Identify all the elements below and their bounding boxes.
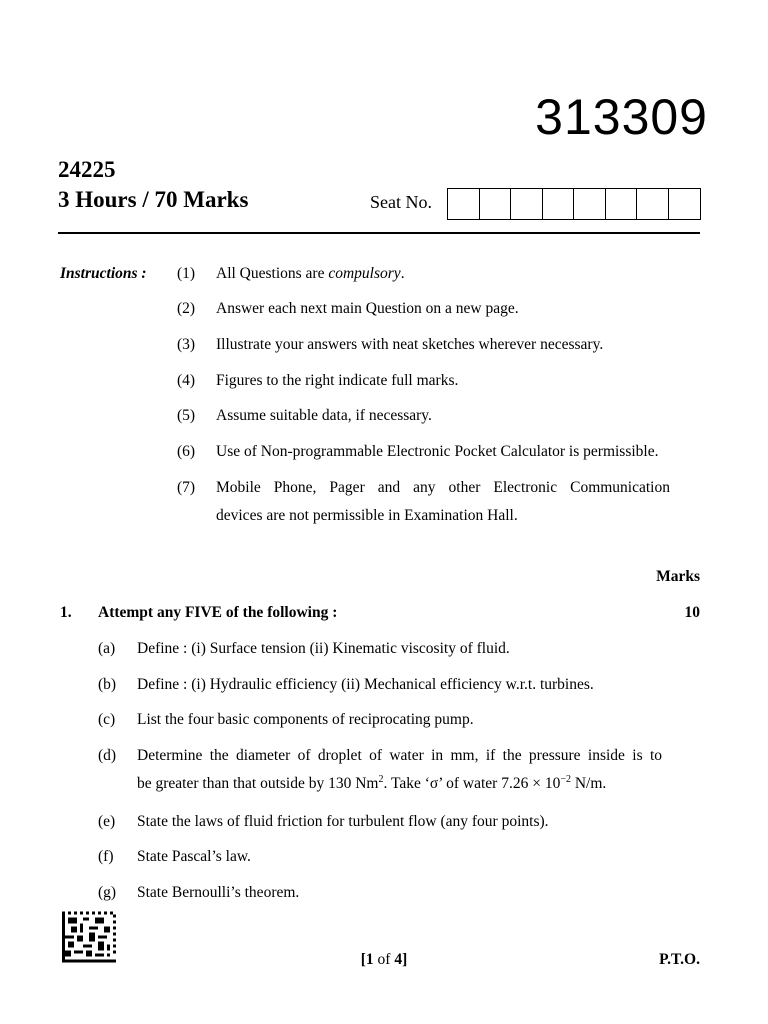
instruction-number: (7) (177, 479, 196, 496)
instruction-number: (4) (177, 372, 196, 389)
page-of-text: of (373, 951, 395, 968)
instruction-emphasis: compulsory (328, 265, 401, 282)
subquestion-text: Determine the diameter of droplet of water in mm, if the pressure inside is to (137, 747, 662, 764)
subquestion-text: State the laws of fluid friction for turbulent flow (any four points). (137, 813, 549, 830)
page-bracket: ] (402, 951, 408, 968)
instruction-number: (3) (177, 336, 196, 353)
subquestion-text: Define : (i) Hydraulic efficiency (ii) Mechanical efficiency w.r.t. turbines. (137, 676, 594, 693)
page-number: 1 (365, 951, 374, 968)
instructions-heading: Instructions : (60, 265, 147, 282)
instruction-number: (1) (177, 265, 196, 282)
page-bracket: [ (360, 951, 366, 968)
instruction-text-part: All Questions are (216, 265, 329, 282)
page-total: 4 (394, 951, 403, 968)
instruction-text (216, 265, 405, 283)
marks-column-heading: Marks (656, 568, 700, 585)
header-divider (58, 232, 700, 234)
instruction-number: (2) (177, 300, 196, 317)
subquestion-label: (c) (98, 711, 116, 728)
subquestion-text-part: be greater than that outside by 130 Nm (137, 775, 379, 792)
subquestion-text (137, 775, 606, 793)
instruction-text: Figures to the right indicate full marks. (216, 372, 459, 389)
question-marks: 10 (684, 604, 700, 621)
seat-box (669, 189, 701, 219)
subquestion-text: State Bernoulli’s theorem. (137, 884, 300, 901)
instruction-text: devices are not permissible in Examination Hall. (216, 507, 518, 524)
seat-box (606, 189, 638, 219)
instruction-text: Mobile Phone, Pager and any other Electronic Communication (216, 479, 670, 496)
subquestion-text: List the four basic components of reciprocating pump. (137, 711, 474, 728)
subquestion-text: State Pascal’s law. (137, 848, 251, 865)
superscript: −2 (560, 773, 571, 785)
superscript: 2 (378, 773, 384, 785)
seat-box (480, 189, 512, 219)
subquestion-text-part: . Take ‘σ’ of water 7.26 × 10 (383, 775, 561, 792)
subquestion-text-part: N/m. (570, 775, 607, 792)
instruction-text: Answer each next main Question on a new page. (216, 300, 519, 317)
instruction-text-part: . (400, 265, 405, 282)
subquestion-label: (d) (98, 747, 117, 764)
subquestion-label: (g) (98, 884, 117, 901)
please-turn-over: P.T.O. (659, 951, 700, 968)
instruction-text: Use of Non-programmable Electronic Pocket Calculator is permissible. (216, 443, 659, 460)
page-indicator (0, 951, 768, 969)
question-title: Attempt any FIVE of the following : (98, 604, 338, 621)
seat-box (448, 189, 480, 219)
instruction-text: Assume suitable data, if necessary. (216, 407, 432, 424)
subquestion-label: (f) (98, 848, 114, 865)
duration-marks: 3 Hours / 70 Marks (58, 187, 249, 212)
seat-box (543, 189, 575, 219)
seat-number-boxes (447, 188, 701, 220)
subquestion-text: Define : (i) Surface tension (ii) Kinematic viscosity of fluid. (137, 640, 510, 657)
question-number: 1. (60, 604, 72, 621)
instruction-number: (6) (177, 443, 196, 460)
instruction-text: Illustrate your answers with neat sketches wherever necessary. (216, 336, 604, 353)
seat-number-label: Seat No. (370, 192, 432, 212)
paper-code: 24225 (58, 157, 116, 182)
seat-box (511, 189, 543, 219)
subquestion-label: (e) (98, 813, 116, 830)
subquestion-label: (a) (98, 640, 116, 657)
subquestion-label: (b) (98, 676, 117, 693)
paper-serial-number: 313309 (535, 89, 708, 145)
seat-box (637, 189, 669, 219)
seat-box (574, 189, 606, 219)
instruction-number: (5) (177, 407, 196, 424)
